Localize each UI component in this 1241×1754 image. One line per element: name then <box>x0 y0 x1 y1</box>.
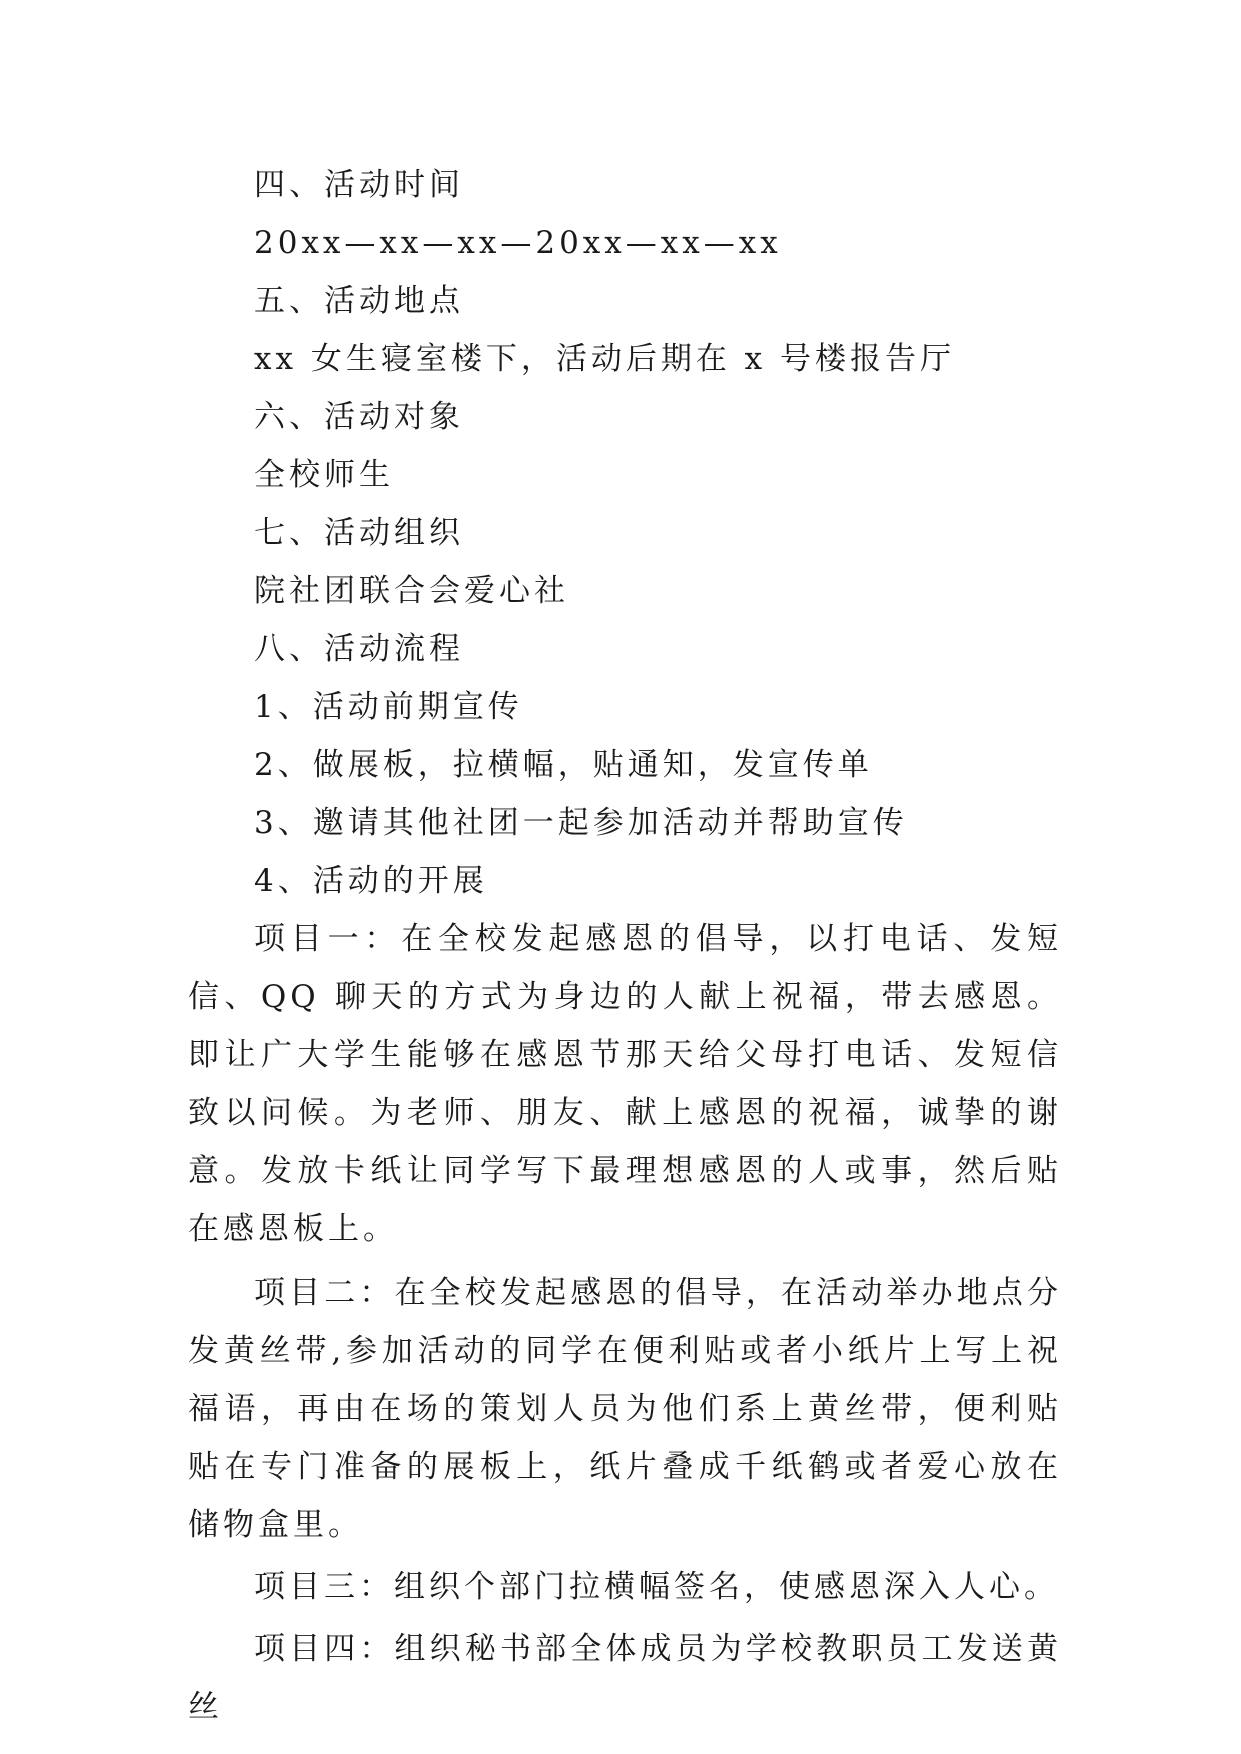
activity-audience: 全校师生 <box>254 457 394 493</box>
section-heading-audience: 六、活动对象 <box>254 399 464 435</box>
process-step-1: 1、活动前期宣传 <box>254 689 523 725</box>
project-four-paragraph: 项目四：组织秘书部全体成员为学校教职员工发送黄丝 <box>188 1631 1062 1725</box>
process-step-2: 2、做展板，拉横幅，贴通知，发宣传单 <box>254 747 873 783</box>
process-step-4: 4、活动的开展 <box>254 863 488 899</box>
project-two-paragraph: 项目二：在全校发起感恩的倡导，在活动举办地点分发黄丝带,参加活动的同学在便利贴或者小纸片上写上祝福语，再由在场的策划人员为他们系上黄丝带，便利贴贴在专门准备的展板上，纸片叠成千纸鹤或者爱心放在储物盒里。 <box>188 1275 1062 1543</box>
activity-organizer: 院社团联合会爱心社 <box>254 573 569 609</box>
activity-date-range: 20xx—xx—xx—20xx—xx—xx <box>254 225 782 261</box>
section-heading-location: 五、活动地点 <box>254 283 464 319</box>
section-heading-organizer: 七、活动组织 <box>254 515 464 551</box>
document-body <box>188 156 1062 1740</box>
section-heading-time: 四、活动时间 <box>254 167 464 203</box>
project-one-paragraph: 项目一：在全校发起感恩的倡导，以打电话、发短信、QQ 聊天的方式为身边的人献上祝福，带去感恩。即让广大学生能够在感恩节那天给父母打电话、发短信致以问候。为老师、朋友、献上感恩的祝福，诚挚的谢意。发放卡纸让同学写下最理想感恩的人或事，然后贴在感恩板上。 <box>188 921 1062 1247</box>
project-three-paragraph: 项目三：组织个部门拉横幅签名，使感恩深入人心。 <box>254 1569 1059 1605</box>
activity-location: xx 女生寝室楼下，活动后期在 x 号楼报告厅 <box>254 341 956 377</box>
section-heading-process: 八、活动流程 <box>254 631 464 667</box>
process-step-3: 3、邀请其他社团一起参加活动并帮助宣传 <box>254 805 908 841</box>
